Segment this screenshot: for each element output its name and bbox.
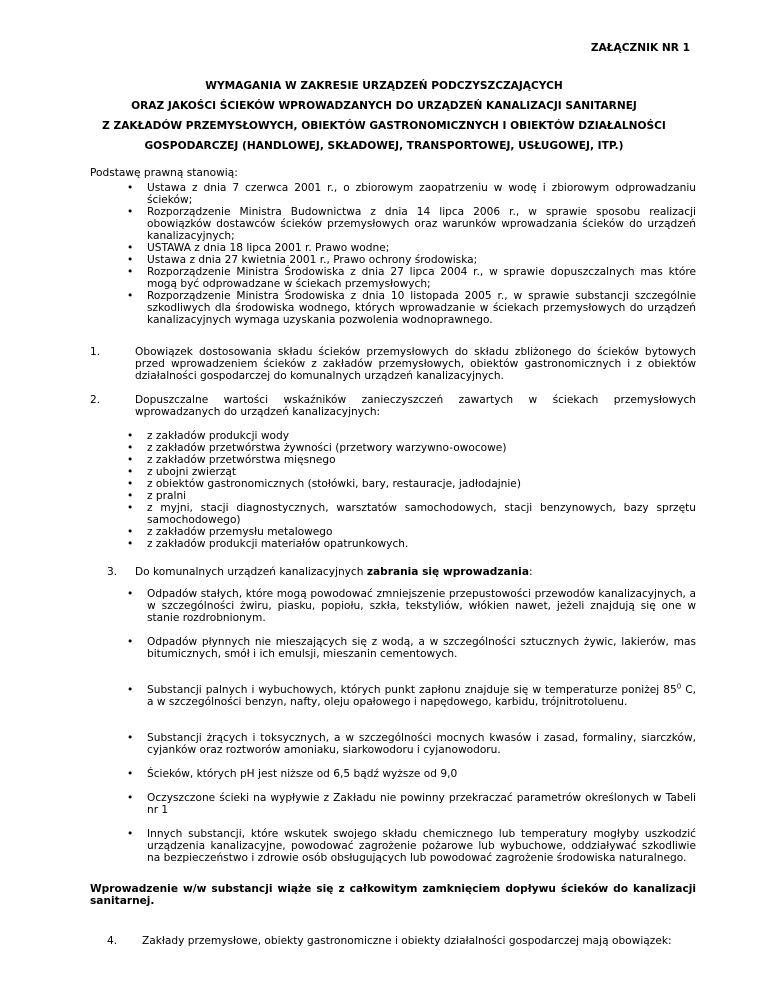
legal-basis-item: • USTAWA z dnia 18 lipca 2001 r. Prawo wodne; — [147, 242, 696, 254]
degree-superscript: 0 — [676, 682, 682, 691]
legal-basis-item: • Rozporządzenie Ministra Środowiska z dnia 27 lipca 2004 r., w sprawie dopuszczalnych mas które mogą być odprowadzane w ściekach przemysłowych; — [147, 266, 696, 290]
list-item: • z obiektów gastronomicznych (stołówki, bary, restauracje, jadłodajnie) — [147, 478, 696, 490]
section-text: Zakłady przemysłowe, obiekty gastronomiczne i obiekty działalności gospodarczej mają obowiązek: — [142, 935, 672, 947]
section-text — [135, 566, 696, 578]
prohibition-item — [147, 684, 696, 708]
list-item: • z pralni — [147, 490, 696, 502]
section-text: Obowiązek dostosowania składu ścieków przemysłowych do składu zbliżonego do ścieków bytowych przed wprowadzeniem ścieków z zakładów przemysłowych, obiektów gastronomicznych i z obiektów działalności gospodarczej do komunalnych urządzeń kanalizacyjnych. — [135, 346, 696, 383]
prohibition-item: • Oczyszczone ścieki na wypływie z Zakładu nie powinny przekraczać parametrów określonych w Tabeli nr 1 — [147, 792, 696, 816]
legal-basis-item: • Rozporządzenie Ministra Środowiska z dnia 10 listopada 2005 r., w sprawie substancji szczególnie szkodliwych dla środowiska wodnego, których wprowadzanie w ściekach przemysłowych do urządzeń kanalizacyjnych wymaga uzyskania pozwolenia wodnoprawnego. — [147, 290, 696, 327]
list-item: • z myjni, stacji diagnostycznych, warsztatów samochodowych, stacji benzynowych, bazy sprzętu samochodowego) — [147, 502, 696, 526]
legal-basis-item: • Rozporządzenie Ministra Budownictwa z dnia 14 lipca 2006 r., w sprawie sposobu realizacji obowiązków dostawców ścieków przemysłowych oraz warunków wprowadzania ścieków do urządzeń kanalizacyjnych; — [147, 206, 696, 243]
section-text: Dopuszczalne wartości wskaźników zanieczyszczeń zawartych w ściekach przemysłowych — [135, 394, 696, 406]
prohibition-text: C, a w szczególności benzyn, nafty, oleju opałowego i napędowego, karbidu, trójnitrotoluenu. — [147, 684, 696, 709]
section-text-part: Do komunalnych urządzeń kanalizacyjnych — [135, 566, 367, 578]
attachment-label: ZAŁĄCZNIK NR 1 — [590, 42, 690, 54]
list-item: • z zakładów produkcji materiałów opatrunkowych. — [147, 538, 696, 550]
section-number: 1. — [90, 346, 101, 358]
prohibition-item: • Innych substancji, które wskutek swojego składu chemicznego lub temperatury mogłyby uszkodzić urządzenia kanalizacyjne, powodować zagrożenie pożarowe lub wybuchowe, oddziaływać szkodliwie na bezpieczeństwo i zdrowie osób obsługujących lub powodować zagrożenie środowiska naturalnego. — [147, 828, 696, 865]
title-line: WYMAGANIA W ZAKRESIE URZĄDZEŃ PODCZYSZCZAJĄCYCH — [205, 80, 563, 92]
section-number: 2. — [90, 394, 101, 406]
document-title — [70, 76, 698, 156]
section-number: 3. — [107, 566, 118, 578]
legal-basis-item: • Ustawa z dnia 27 kwietnia 2001 r., Prawo ochrony środowiska; — [147, 254, 696, 266]
title-line: Z ZAKŁADÓW PRZEMYSŁOWYCH, OBIEKTÓW GASTRONOMICZNYCH I OBIEKTÓW DZIAŁALNOŚCI — [102, 120, 666, 132]
legal-basis-item: • Ustawa z dnia 7 czerwca 2001 r., o zbiorowym zaopatrzeniu w wodę i zbiorowym odprowadzaniu ścieków; — [147, 182, 696, 206]
prohibition-item: • Odpadów stałych, które mogą powodować zmniejszenie przepustowości przewodów kanalizacyjnych, a w szczególności żwiru, piasku, popiołu, szkła, tekstyliów, włókien nawet, jeżeli znajdują się one w stanie rozdrobnionym. — [147, 588, 696, 625]
list-item: • z zakładów przetwórstwa żywności (przetwory warzywno-owocowe) — [147, 442, 696, 454]
list-item: • z zakładów przemysłu metalowego — [147, 526, 696, 538]
title-line: ORAZ JAKOŚCI ŚCIEKÓW WPROWADZANYCH DO URZĄDZEŃ KANALIZACJI SANITARNEJ — [131, 100, 637, 112]
prohibition-item: • Ścieków, których pH jest niższe od 6,5 bądź wyższe od 9,0 — [147, 768, 696, 780]
prohibition-item: • Odpadów płynnych nie mieszających się z wodą, a w szczególności sztucznych żywic, lakierów, mas bitumicznych, smół i ich emulsji, mieszanin cementowych. — [147, 636, 696, 660]
list-item: • z zakładów produkcji wody — [147, 430, 696, 442]
legal-basis-intro: Podstawę prawną stanowią: — [90, 167, 238, 179]
section-text: wprowadzanych do urządzeń kanalizacyjnych: — [135, 406, 381, 418]
prohibition-item: • Substancji żrących i toksycznych, a w szczególności mocnych kwasów i zasad, formaliny, siarczków, cyjanków oraz roztworów amoniaku, siarkowodoru i cyjanowodoru. — [147, 732, 696, 756]
section-number: 4. — [107, 935, 118, 947]
section-text-part: : — [528, 566, 533, 578]
prohibition-emphasis: zabrania się wprowadzania — [366, 566, 529, 578]
title-line: GOSPODARCZEJ (HANDLOWEJ, SKŁADOWEJ, TRANSPORTOWEJ, USŁUGOWEJ, ITP.) — [144, 140, 624, 152]
closing-statement: Wprowadzenie w/w substancji wiąże się z całkowitym zamknięciem dopływu ścieków do kanalizacji sanitarnej. — [90, 883, 696, 908]
list-item: • z zakładów przetwórstwa mięsnego — [147, 454, 696, 466]
prohibition-text: Substancji palnych i wybuchowych, których punkt zapłonu znajduje się w temperaturze poniżej 85 — [147, 684, 677, 696]
list-item: • z ubojni zwierząt — [147, 466, 696, 478]
